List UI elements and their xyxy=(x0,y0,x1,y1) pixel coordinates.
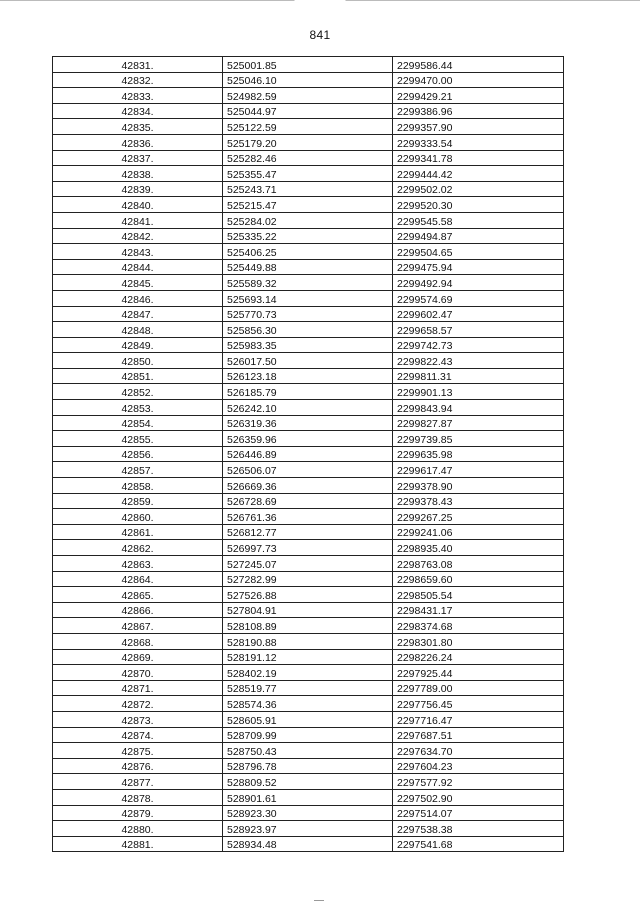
easting-cell: 528605.91 xyxy=(223,711,393,727)
point-id-cell: 42837. xyxy=(53,150,223,166)
point-id-cell: 42860. xyxy=(53,509,223,525)
point-id-cell: 42841. xyxy=(53,212,223,228)
point-id-cell: 42855. xyxy=(53,431,223,447)
table-row xyxy=(53,587,564,603)
easting-cell: 525001.85 xyxy=(223,57,393,73)
northing-cell: 2299901.13 xyxy=(393,384,564,400)
table-row xyxy=(53,727,564,743)
point-id-cell: 42854. xyxy=(53,415,223,431)
table-row xyxy=(53,415,564,431)
table-row xyxy=(53,400,564,416)
northing-cell: 2299378.90 xyxy=(393,478,564,494)
northing-cell: 2297514.07 xyxy=(393,805,564,821)
table-row xyxy=(53,805,564,821)
point-id-cell: 42838. xyxy=(53,166,223,182)
table-row xyxy=(53,665,564,681)
point-id-cell: 42834. xyxy=(53,103,223,119)
easting-cell: 524982.59 xyxy=(223,88,393,104)
northing-cell: 2297716.47 xyxy=(393,711,564,727)
table-row xyxy=(53,493,564,509)
northing-cell: 2297604.23 xyxy=(393,758,564,774)
table-row xyxy=(53,680,564,696)
point-id-cell: 42836. xyxy=(53,134,223,150)
point-id-cell: 42880. xyxy=(53,821,223,837)
point-id-cell: 42857. xyxy=(53,462,223,478)
easting-cell: 528190.88 xyxy=(223,633,393,649)
northing-cell: 2299267.25 xyxy=(393,509,564,525)
table-row xyxy=(53,758,564,774)
northing-cell: 2297634.70 xyxy=(393,743,564,759)
point-id-cell: 42853. xyxy=(53,400,223,416)
table-row xyxy=(53,711,564,727)
northing-cell: 2299574.69 xyxy=(393,290,564,306)
table-row xyxy=(53,197,564,213)
easting-cell: 525335.22 xyxy=(223,228,393,244)
point-id-cell: 42843. xyxy=(53,244,223,260)
table-row xyxy=(53,509,564,525)
easting-cell: 527245.07 xyxy=(223,556,393,572)
point-id-cell: 42844. xyxy=(53,259,223,275)
table-row xyxy=(53,119,564,135)
point-id-cell: 42879. xyxy=(53,805,223,821)
table-row xyxy=(53,353,564,369)
point-id-cell: 42833. xyxy=(53,88,223,104)
easting-cell: 528809.52 xyxy=(223,774,393,790)
easting-cell: 526669.36 xyxy=(223,478,393,494)
northing-cell: 2299241.06 xyxy=(393,524,564,540)
top-scan-rule xyxy=(0,0,640,1)
point-id-cell: 42878. xyxy=(53,789,223,805)
easting-cell: 528402.19 xyxy=(223,665,393,681)
point-id-cell: 42858. xyxy=(53,478,223,494)
northing-cell: 2298431.17 xyxy=(393,602,564,618)
northing-cell: 2297925.44 xyxy=(393,665,564,681)
easting-cell: 525693.14 xyxy=(223,290,393,306)
northing-cell: 2299470.00 xyxy=(393,72,564,88)
easting-cell: 526761.36 xyxy=(223,509,393,525)
point-id-cell: 42870. xyxy=(53,665,223,681)
table-row xyxy=(53,290,564,306)
northing-cell: 2299843.94 xyxy=(393,400,564,416)
point-id-cell: 42862. xyxy=(53,540,223,556)
northing-cell: 2299617.47 xyxy=(393,462,564,478)
northing-cell: 2299811.31 xyxy=(393,368,564,384)
easting-cell: 526242.10 xyxy=(223,400,393,416)
table-row xyxy=(53,462,564,478)
easting-cell: 525983.35 xyxy=(223,337,393,353)
easting-cell: 528796.78 xyxy=(223,758,393,774)
northing-cell: 2299586.44 xyxy=(393,57,564,73)
table-row xyxy=(53,134,564,150)
table-row xyxy=(53,649,564,665)
point-id-cell: 42868. xyxy=(53,633,223,649)
bottom-scan-mark xyxy=(314,900,324,901)
northing-cell: 2297538.38 xyxy=(393,821,564,837)
easting-cell: 525282.46 xyxy=(223,150,393,166)
easting-cell: 525179.20 xyxy=(223,134,393,150)
northing-cell: 2299635.98 xyxy=(393,446,564,462)
easting-cell: 526319.36 xyxy=(223,415,393,431)
table-row xyxy=(53,88,564,104)
table-row xyxy=(53,181,564,197)
point-id-cell: 42875. xyxy=(53,743,223,759)
table-row xyxy=(53,150,564,166)
easting-cell: 528923.97 xyxy=(223,821,393,837)
page-number: 841 xyxy=(309,28,331,42)
table-row xyxy=(53,337,564,353)
northing-cell: 2298301.80 xyxy=(393,633,564,649)
northing-cell: 2299502.02 xyxy=(393,181,564,197)
easting-cell: 528901.61 xyxy=(223,789,393,805)
northing-cell: 2299602.47 xyxy=(393,306,564,322)
point-id-cell: 42835. xyxy=(53,119,223,135)
northing-cell: 2299739.85 xyxy=(393,431,564,447)
point-id-cell: 42866. xyxy=(53,602,223,618)
northing-cell: 2298374.68 xyxy=(393,618,564,634)
easting-cell: 527282.99 xyxy=(223,571,393,587)
easting-cell: 525355.47 xyxy=(223,166,393,182)
northing-cell: 2299494.87 xyxy=(393,228,564,244)
point-id-cell: 42873. xyxy=(53,711,223,727)
northing-cell: 2299545.58 xyxy=(393,212,564,228)
table-row xyxy=(53,431,564,447)
easting-cell: 526359.96 xyxy=(223,431,393,447)
table-row xyxy=(53,322,564,338)
point-id-cell: 42856. xyxy=(53,446,223,462)
table-row xyxy=(53,743,564,759)
easting-cell: 525215.47 xyxy=(223,197,393,213)
easting-cell: 528923.30 xyxy=(223,805,393,821)
northing-cell: 2297789.00 xyxy=(393,680,564,696)
northing-cell: 2299444.42 xyxy=(393,166,564,182)
point-id-cell: 42848. xyxy=(53,322,223,338)
northing-cell: 2299475.94 xyxy=(393,259,564,275)
table-row xyxy=(53,556,564,572)
table-row xyxy=(53,275,564,291)
point-id-cell: 42849. xyxy=(53,337,223,353)
point-id-cell: 42850. xyxy=(53,353,223,369)
table-row xyxy=(53,571,564,587)
coordinates-table-body xyxy=(53,57,564,852)
point-id-cell: 42845. xyxy=(53,275,223,291)
point-id-cell: 42842. xyxy=(53,228,223,244)
northing-cell: 2297502.90 xyxy=(393,789,564,805)
table-row xyxy=(53,368,564,384)
table-row xyxy=(53,602,564,618)
table-row xyxy=(53,72,564,88)
table-row xyxy=(53,446,564,462)
point-id-cell: 42876. xyxy=(53,758,223,774)
northing-cell: 2299520.30 xyxy=(393,197,564,213)
table-row xyxy=(53,774,564,790)
table-row xyxy=(53,244,564,260)
easting-cell: 525122.59 xyxy=(223,119,393,135)
point-id-cell: 42863. xyxy=(53,556,223,572)
point-id-cell: 42840. xyxy=(53,197,223,213)
table-row xyxy=(53,384,564,400)
point-id-cell: 42871. xyxy=(53,680,223,696)
easting-cell: 528750.43 xyxy=(223,743,393,759)
point-id-cell: 42846. xyxy=(53,290,223,306)
table-row xyxy=(53,259,564,275)
easting-cell: 525770.73 xyxy=(223,306,393,322)
point-id-cell: 42839. xyxy=(53,181,223,197)
easting-cell: 526812.77 xyxy=(223,524,393,540)
northing-cell: 2299492.94 xyxy=(393,275,564,291)
table-row xyxy=(53,306,564,322)
table-row xyxy=(53,836,564,852)
northing-cell: 2297577.92 xyxy=(393,774,564,790)
easting-cell: 526123.18 xyxy=(223,368,393,384)
northing-cell: 2297756.45 xyxy=(393,696,564,712)
easting-cell: 528934.48 xyxy=(223,836,393,852)
northing-cell: 2298935.40 xyxy=(393,540,564,556)
easting-cell: 525856.30 xyxy=(223,322,393,338)
northing-cell: 2299333.54 xyxy=(393,134,564,150)
easting-cell: 525589.32 xyxy=(223,275,393,291)
point-id-cell: 42851. xyxy=(53,368,223,384)
table-row xyxy=(53,478,564,494)
easting-cell: 527804.91 xyxy=(223,602,393,618)
easting-cell: 525046.10 xyxy=(223,72,393,88)
northing-cell: 2299386.96 xyxy=(393,103,564,119)
point-id-cell: 42832. xyxy=(53,72,223,88)
table-row xyxy=(53,166,564,182)
table-row xyxy=(53,821,564,837)
northing-cell: 2299341.78 xyxy=(393,150,564,166)
northing-cell: 2298505.54 xyxy=(393,587,564,603)
table-row xyxy=(53,618,564,634)
easting-cell: 528709.99 xyxy=(223,727,393,743)
point-id-cell: 42831. xyxy=(53,57,223,73)
easting-cell: 526185.79 xyxy=(223,384,393,400)
easting-cell: 525284.02 xyxy=(223,212,393,228)
northing-cell: 2297541.68 xyxy=(393,836,564,852)
northing-cell: 2299827.87 xyxy=(393,415,564,431)
northing-cell: 2299822.43 xyxy=(393,353,564,369)
northing-cell: 2299504.65 xyxy=(393,244,564,260)
table-row xyxy=(53,696,564,712)
point-id-cell: 42859. xyxy=(53,493,223,509)
easting-cell: 525044.97 xyxy=(223,103,393,119)
coordinates-table xyxy=(52,56,564,852)
easting-cell: 526506.07 xyxy=(223,462,393,478)
point-id-cell: 42877. xyxy=(53,774,223,790)
northing-cell: 2298659.60 xyxy=(393,571,564,587)
easting-cell: 526446.89 xyxy=(223,446,393,462)
northing-cell: 2299429.21 xyxy=(393,88,564,104)
easting-cell: 526728.69 xyxy=(223,493,393,509)
northing-cell: 2297687.51 xyxy=(393,727,564,743)
table-row xyxy=(53,789,564,805)
table-row xyxy=(53,524,564,540)
table-row xyxy=(53,212,564,228)
point-id-cell: 42872. xyxy=(53,696,223,712)
northing-cell: 2299742.73 xyxy=(393,337,564,353)
easting-cell: 528191.12 xyxy=(223,649,393,665)
northing-cell: 2298763.08 xyxy=(393,556,564,572)
point-id-cell: 42864. xyxy=(53,571,223,587)
easting-cell: 526017.50 xyxy=(223,353,393,369)
point-id-cell: 42874. xyxy=(53,727,223,743)
table-row xyxy=(53,633,564,649)
table-row xyxy=(53,540,564,556)
easting-cell: 528574.36 xyxy=(223,696,393,712)
easting-cell: 525406.25 xyxy=(223,244,393,260)
table-row xyxy=(53,103,564,119)
point-id-cell: 42847. xyxy=(53,306,223,322)
northing-cell: 2299357.90 xyxy=(393,119,564,135)
easting-cell: 528519.77 xyxy=(223,680,393,696)
northing-cell: 2298226.24 xyxy=(393,649,564,665)
easting-cell: 525449.88 xyxy=(223,259,393,275)
point-id-cell: 42881. xyxy=(53,836,223,852)
point-id-cell: 42865. xyxy=(53,587,223,603)
point-id-cell: 42852. xyxy=(53,384,223,400)
easting-cell: 528108.89 xyxy=(223,618,393,634)
easting-cell: 526997.73 xyxy=(223,540,393,556)
easting-cell: 527526.88 xyxy=(223,587,393,603)
point-id-cell: 42869. xyxy=(53,649,223,665)
point-id-cell: 42861. xyxy=(53,524,223,540)
table-row xyxy=(53,228,564,244)
easting-cell: 525243.71 xyxy=(223,181,393,197)
table-row xyxy=(53,57,564,73)
northing-cell: 2299658.57 xyxy=(393,322,564,338)
point-id-cell: 42867. xyxy=(53,618,223,634)
northing-cell: 2299378.43 xyxy=(393,493,564,509)
